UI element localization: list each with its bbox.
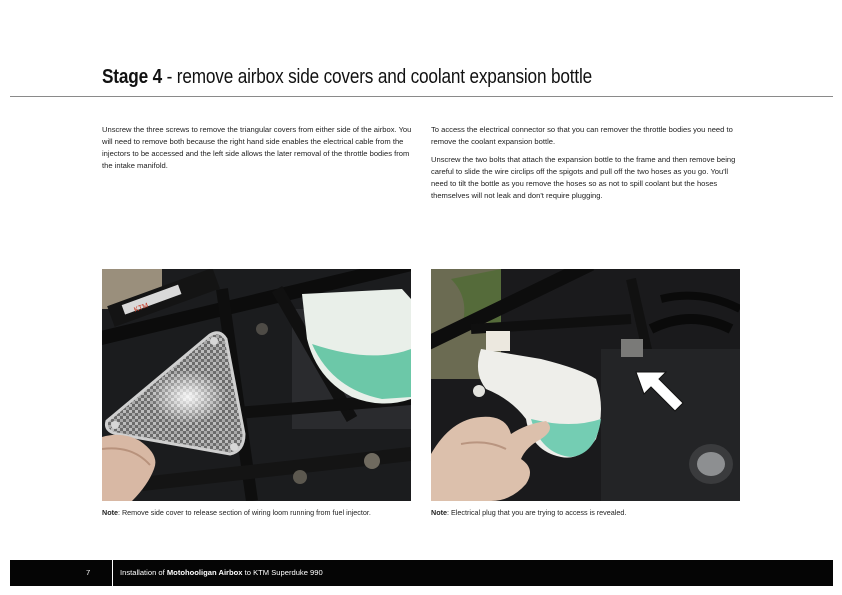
left-paragraph: Unscrew the three screws to remove the triangular covers from either side of the airbox. You will need to remove both because the right hand side enables the electrical cable from the injectors to be accessed and the left side allows the later removal of the throttle bodies from the intake manifold.: [102, 125, 412, 170]
footer-separator: [112, 560, 113, 586]
title-divider: [10, 96, 833, 97]
page-title: [102, 66, 592, 92]
right-photo-caption: [431, 508, 626, 518]
footer-suffix: to KTM Superduke 990: [242, 568, 323, 577]
right-paragraph-2: Unscrew the two bolts that attach the expansion bottle to the frame and then remove being careful to slide the wire circlips off the spigots and pull off the two hoses as you go. You'll need to tilt the bottle as you remove the hoses so as not to spill coolant but the hoses themselves will not leak and don't require plugging.: [431, 155, 736, 200]
page-number: 7: [86, 568, 91, 577]
title-separator: -: [161, 66, 177, 88]
right-text-column: [431, 124, 743, 208]
photo-electrical-plug-revealed: [431, 269, 740, 501]
footer-title: [120, 568, 323, 577]
page-footer: [10, 560, 833, 586]
title-text: remove airbox side covers and coolant expansion bottle: [176, 66, 592, 88]
left-caption-text: : Remove side cover to release section of wiring loom running from fuel injector.: [117, 508, 371, 517]
footer-product: Motohooligan Airbox: [166, 568, 243, 577]
left-caption-label: Note: [102, 508, 118, 517]
left-photo-caption: [102, 508, 371, 518]
stage-label: Stage 4: [102, 66, 162, 88]
right-caption-text: : Electrical plug that you are trying to access is revealed.: [446, 508, 627, 517]
left-text-column: [102, 124, 414, 178]
right-paragraph-1: To access the electrical connector so that you can remover the throttle bodies you need to remove the coolant expansion bottle.: [431, 125, 733, 146]
photo-side-cover-removed: [102, 269, 411, 501]
footer-prefix: Installation of: [120, 568, 167, 577]
badge-text: KTM: [133, 302, 150, 314]
right-caption-label: Note: [431, 508, 447, 517]
